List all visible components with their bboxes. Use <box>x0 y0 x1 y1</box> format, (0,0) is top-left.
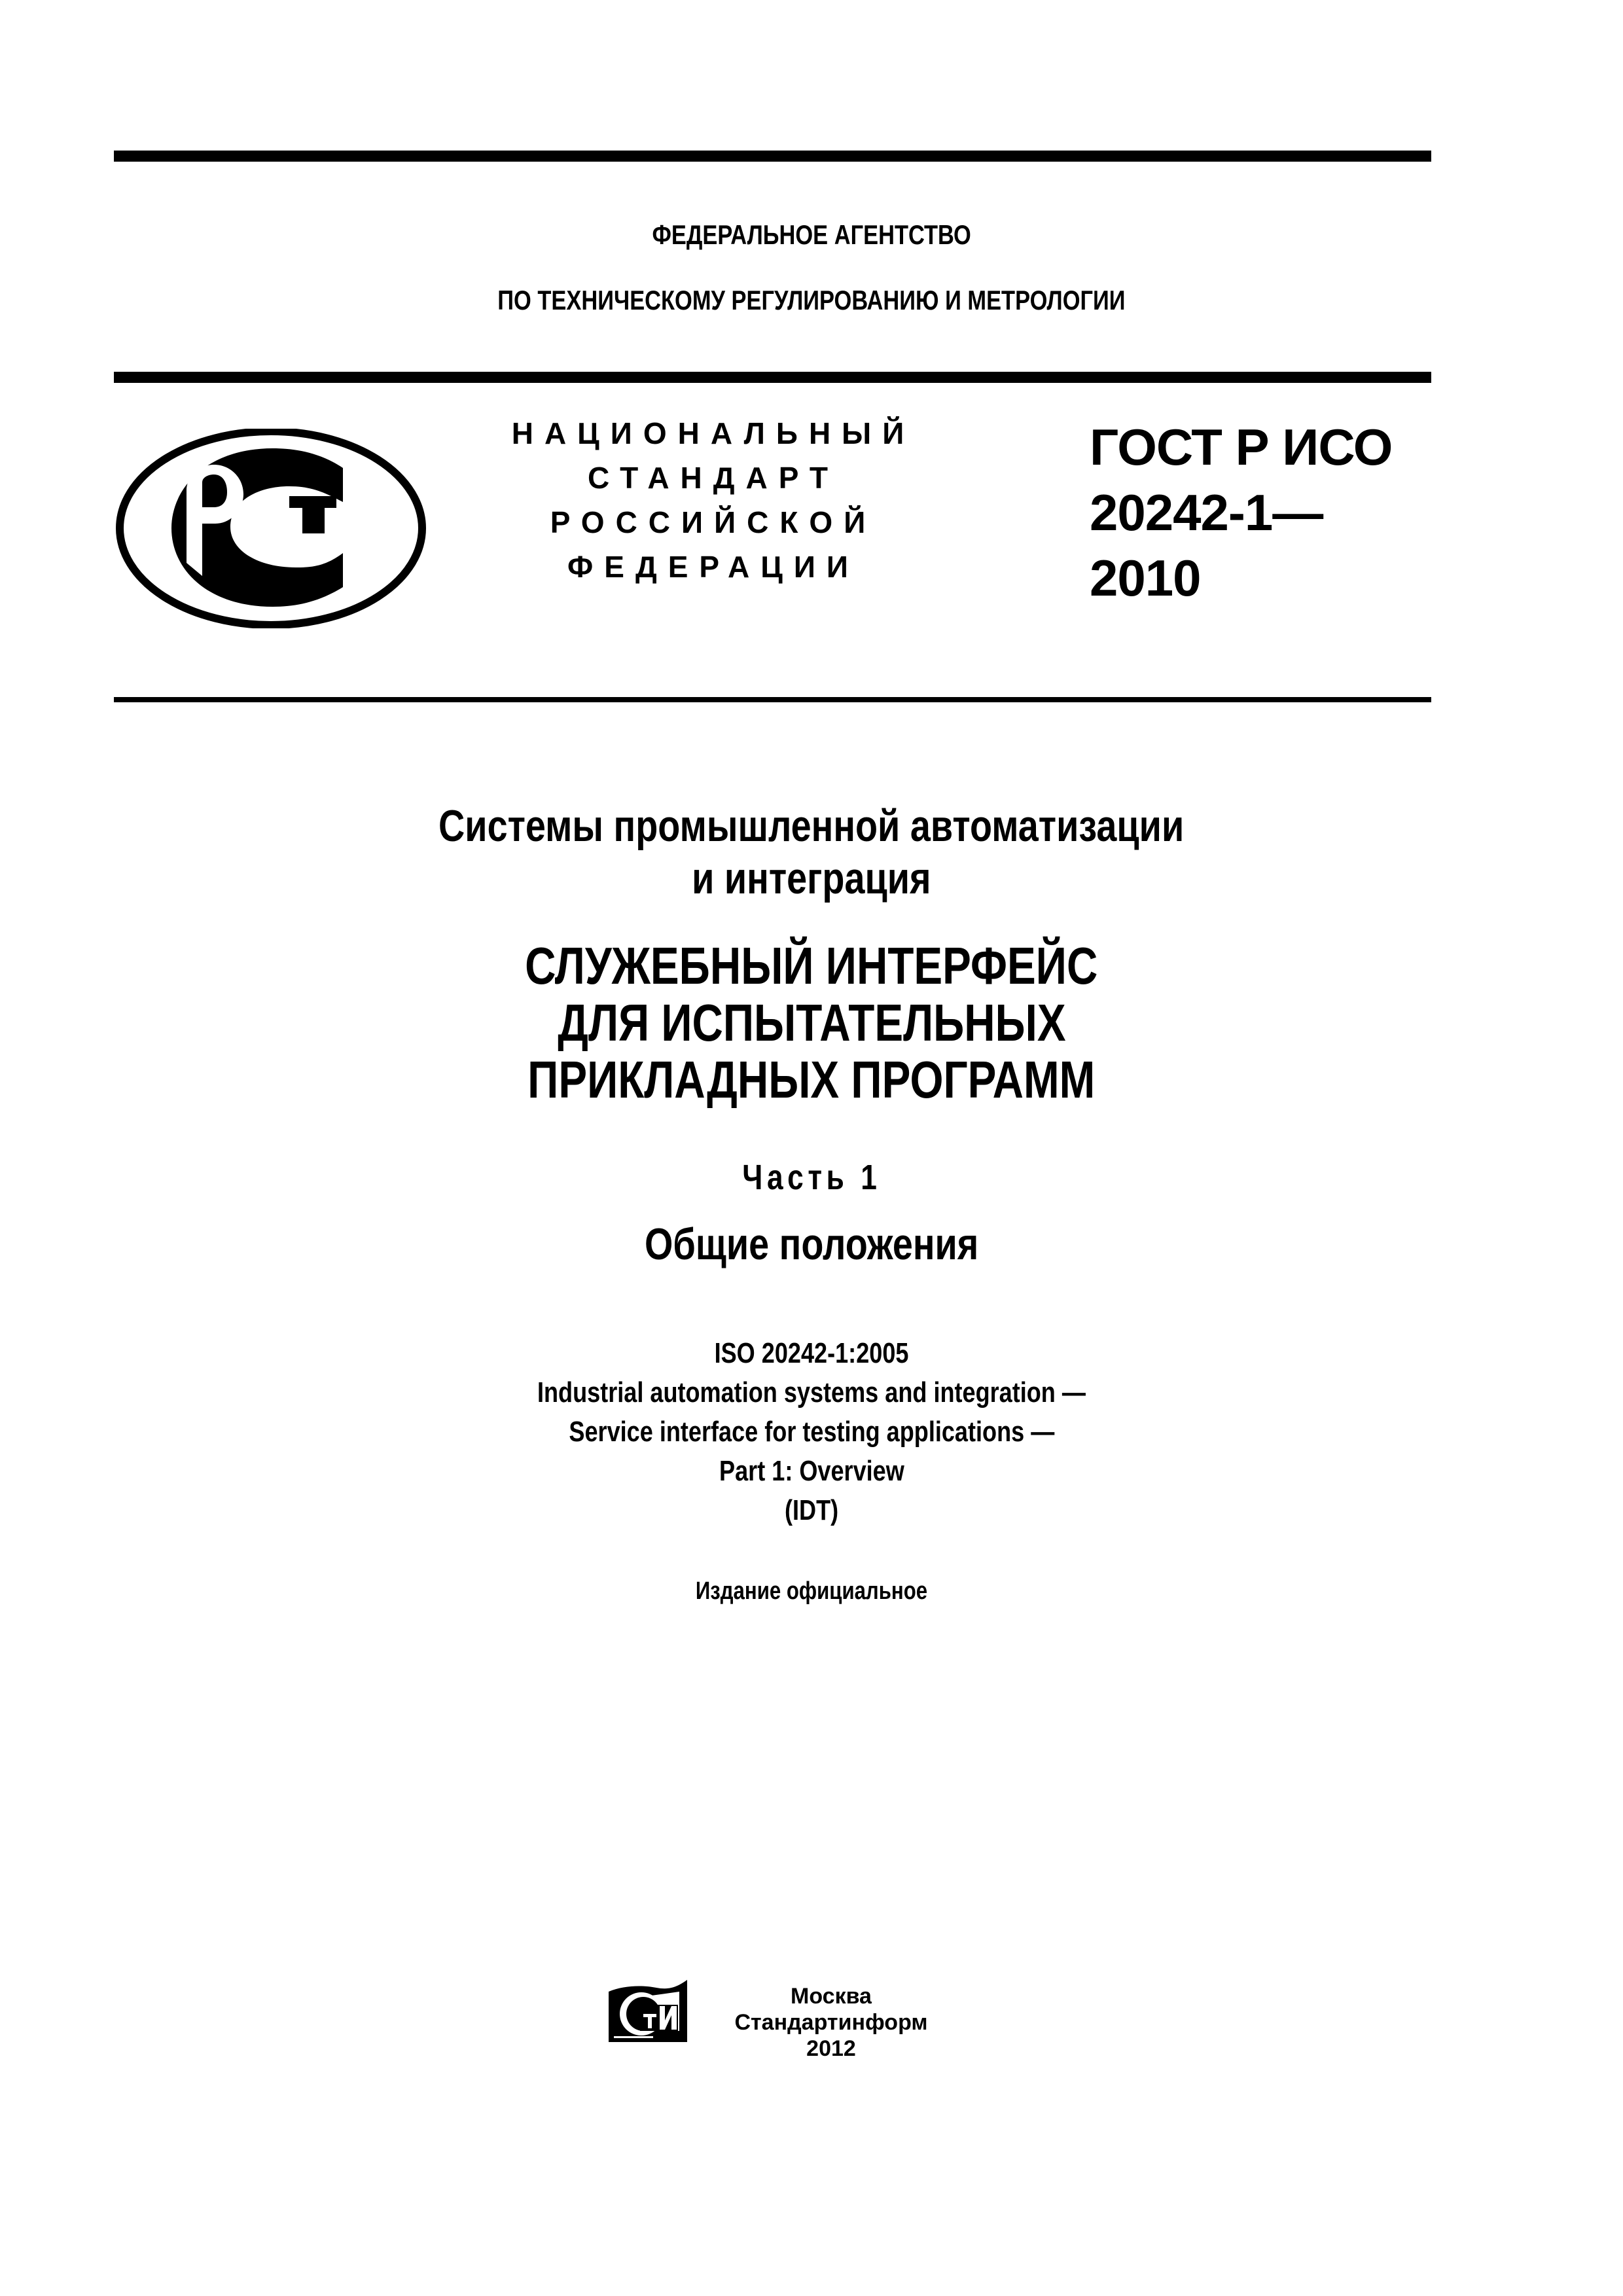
agency-line-2 <box>0 284 1623 317</box>
iso-reference-line: Part 1: Overview <box>719 1455 904 1487</box>
main-title <box>0 937 1623 1108</box>
subtitle <box>0 1219 1623 1270</box>
publisher-name: Стандартинформ <box>734 2010 928 2035</box>
gost-logo-icon <box>116 429 427 628</box>
agency-line-2-text: ПО ТЕХНИЧЕСКОМУ РЕГУЛИРОВАНИЮ И МЕТРОЛОГИИ <box>497 285 1126 315</box>
agency-line-1-text: ФЕДЕРАЛЬНОЕ АГЕНТСТВО <box>652 219 971 250</box>
iso-reference-line: Industrial automation systems and integration — <box>537 1376 1086 1408</box>
divider-rule <box>114 697 1431 702</box>
iso-reference-line: ISO 20242-1:2005 <box>714 1337 909 1369</box>
edition-text: Издание официальное <box>695 1577 928 1605</box>
designation-line: 20242-1— <box>1090 484 1323 541</box>
iso-reference <box>0 1334 1623 1530</box>
national-standard-line: СТАНДАРТ <box>588 461 839 495</box>
national-standard-line: НАЦИОНАЛЬНЫЙ <box>511 416 916 450</box>
main-title-line: СЛУЖЕБНЫЙ ИНТЕРФЕЙС <box>525 937 1098 995</box>
publisher-info <box>726 1983 936 2062</box>
main-title-line: ДЛЯ ИСПЫТАТЕЛЬНЫХ <box>557 994 1066 1052</box>
standartinform-logo-icon <box>607 1980 689 2042</box>
part-text: Часть 1 <box>741 1158 882 1197</box>
series-title-line: Системы промышленной автоматизации <box>438 801 1185 851</box>
subtitle-text: Общие положения <box>644 1219 979 1269</box>
header-rule <box>114 372 1431 383</box>
agency-line-1 <box>0 219 1623 251</box>
iso-reference-line: Service interface for testing applications — <box>569 1416 1054 1448</box>
series-title <box>0 800 1623 905</box>
edition-label <box>0 1577 1623 1605</box>
standard-designation <box>1090 414 1392 611</box>
iso-reference-line: (IDT) <box>784 1494 839 1526</box>
publisher-year: 2012 <box>806 2036 856 2061</box>
publisher-city: Москва <box>791 1984 872 2009</box>
main-title-line: ПРИКЛАДНЫХ ПРОГРАММ <box>527 1050 1096 1109</box>
top-rule <box>114 151 1431 162</box>
designation-line: ГОСТ Р ИСО <box>1090 418 1393 476</box>
series-title-line: и интеграция <box>692 853 931 903</box>
part-label <box>0 1157 1623 1198</box>
designation-line: 2010 <box>1090 549 1201 607</box>
national-standard-label <box>458 411 969 589</box>
national-standard-line: ФЕДЕРАЦИИ <box>567 550 859 584</box>
national-standard-line: РОССИЙСКОЙ <box>550 505 877 539</box>
